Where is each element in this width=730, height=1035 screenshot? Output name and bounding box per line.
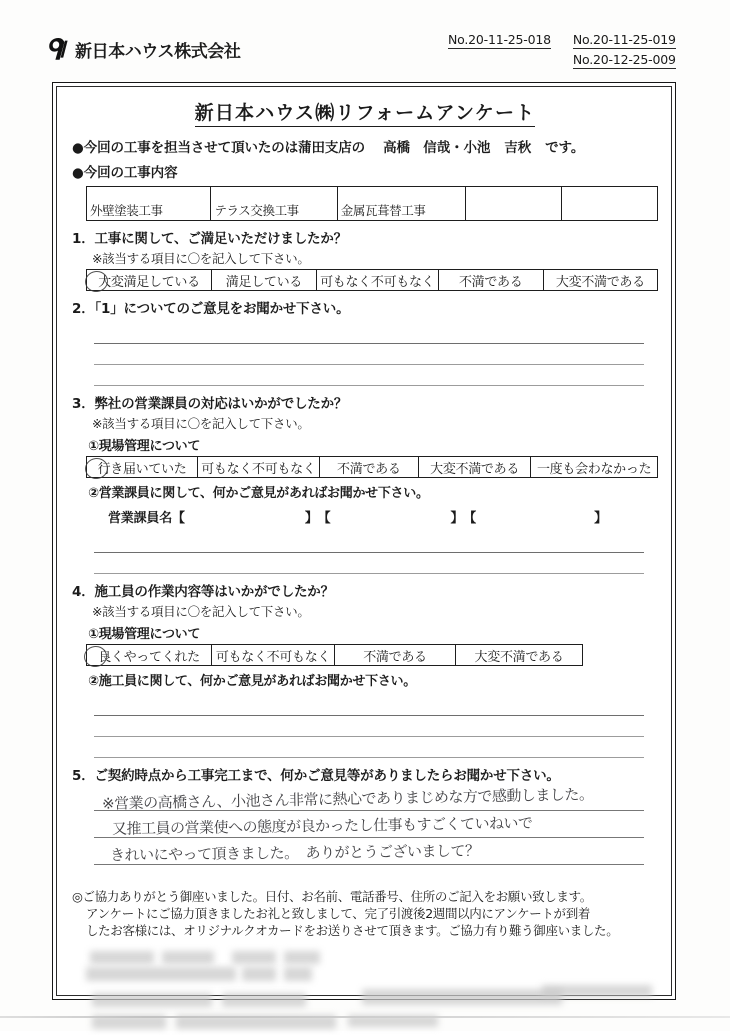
reference-number-column-right [573, 32, 676, 69]
work-item-cell: 金属瓦葺替工事 [337, 187, 465, 221]
option-cell-q1-3[interactable]: 不満である [438, 270, 543, 291]
answer-line[interactable] [94, 344, 644, 365]
question-4-options-wrap [72, 644, 658, 666]
option-cell-q3-0[interactable]: 行き届いていた [87, 457, 198, 478]
answer-line[interactable] [94, 532, 644, 553]
option-cell-q1-4[interactable]: 大変不満である [543, 270, 657, 291]
question-1-heading: 1．工事に関して、ご満足いただけましたか？ [72, 231, 347, 247]
letterhead [44, 36, 241, 62]
page-title [72, 98, 658, 127]
staff-name-2: 吉秋 [504, 140, 532, 156]
answer-line[interactable] [94, 716, 644, 737]
answer-line[interactable] [94, 365, 644, 386]
answer-line[interactable] [94, 695, 644, 716]
question-5-answer-area[interactable] [72, 786, 658, 878]
option-cell-q4-1[interactable]: 可もなく不可もなく [212, 645, 335, 666]
company-name: 新日本ハウス株式会社 [75, 41, 241, 62]
footer-line-3: したお客様には、オリジナルクオカードをお送りさせて頂きます。ご協力有り難う御座いました。 [86, 923, 619, 938]
reference-number: No.20-11-25-019 [572, 32, 676, 47]
work-item-cell [561, 187, 657, 221]
work-item-cell: テラス交換工事 [211, 187, 337, 221]
page-title-text: 新日本ハウス㈱リフォームアンケート [195, 102, 536, 127]
option-cell-q4-3[interactable]: 大変不満である [456, 645, 583, 666]
company-logo-icon [44, 36, 70, 62]
question-4-heading: 4．施工員の作業内容等はいかがでしたか？ [72, 584, 334, 600]
staff-name-1: 高橋 信哉・小池 [383, 140, 491, 156]
answer-line[interactable] [94, 553, 644, 574]
sales-staff-name-label: 営業課員名 [108, 511, 173, 526]
question-4-sub2-label: ②施工員に関して、何かご意見があればお聞かせ下さい。 [88, 674, 416, 689]
question-2-heading: 2．「1」についてのご意見をお聞かせ下さい。 [72, 301, 350, 317]
handwritten-line-1: ※営業の高橋さん、小池さん非常に熱心でありまじめな方で感動しました。 [101, 785, 594, 813]
option-cell-q1-1[interactable]: 満足している [212, 270, 317, 291]
table-row [87, 270, 658, 291]
question-4-sub1-label: ①現場管理について [88, 627, 201, 642]
question-2-answer-lines [72, 323, 658, 386]
handwritten-line-3: きれいにやって頂きました。 ありがとうございまして？ [109, 841, 480, 865]
question-3-answer-lines [72, 532, 658, 574]
option-cell-q3-1[interactable]: 可もなく不可もなく [198, 457, 320, 478]
option-cell-q3-2[interactable]: 不満である [319, 457, 418, 478]
reference-numbers [448, 32, 676, 69]
option-cell-q1-0[interactable]: 大変満足している [87, 270, 212, 291]
table-row [87, 645, 583, 666]
work-item-cell [465, 187, 561, 221]
sales-staff-name-field-3[interactable]: 【 】 [463, 511, 607, 526]
question-5-heading: 5．ご契約時点から工事完工まで、何かご意見等がありましたらお聞かせ下さい。 [72, 768, 560, 784]
staff-intro-line [72, 136, 658, 156]
option-cell-q3-4[interactable]: 一度も会わなかった [531, 457, 658, 478]
work-content-table [86, 186, 658, 221]
question-3-options [86, 456, 658, 478]
question-3-sub1-label: ①現場管理について [88, 439, 201, 454]
reference-number: No.20-11-25-018 [448, 32, 551, 47]
reference-number-column-left [448, 32, 551, 49]
question-4-note: ※該当する項目に〇を記入して下さい。 [92, 604, 310, 619]
option-cell-q1-2[interactable]: 可もなく不可もなく [316, 270, 438, 291]
survey-form-frame [52, 82, 676, 1000]
reference-number: No.20-12-25-009 [572, 52, 676, 67]
question-3-options-wrap [72, 456, 658, 478]
option-cell-q4-2[interactable]: 不満である [335, 645, 456, 666]
footer-notice [72, 888, 658, 939]
work-item-cell: 外壁塗装工事 [87, 187, 211, 221]
question-3-sub2-label: ②営業課員に関して、何かご意見があればお聞かせ下さい。 [88, 486, 429, 501]
sales-staff-name-field-2[interactable]: 【 】 [317, 511, 464, 526]
option-cell-q3-3[interactable]: 大変不満である [418, 457, 530, 478]
footer-line-1: ◎ご協力ありがとう御座いました。日付、お名前、電話番号、住所のご記入をお願い致します。 [72, 889, 592, 904]
footer-line-2: アンケートにご協力頂きましたお礼と致しまして、完了引渡後2週間以内にアンケートが到着 [86, 906, 591, 921]
sales-staff-name-field-1[interactable]: 【 】 [172, 511, 318, 526]
option-cell-q4-0[interactable]: 良くやってくれた [87, 645, 212, 666]
handwritten-line-2: 又推工員の営業使への態度が良かったし仕事もすごくていねいで [111, 814, 533, 838]
table-row [87, 187, 658, 221]
staff-intro-prefix: ●今回の工事を担当させて頂いたのは蒲田支店の [72, 140, 366, 156]
staff-intro-suffix: です。 [545, 140, 585, 156]
table-row [87, 457, 658, 478]
question-1-options [86, 269, 658, 291]
redacted-personal-info [72, 949, 658, 1035]
question-4-answer-lines [72, 695, 658, 758]
question-3-note: ※該当する項目に〇を記入して下さい。 [92, 416, 310, 431]
sales-staff-name-row [108, 507, 658, 526]
answer-line[interactable] [94, 323, 644, 344]
question-1-options-wrap [72, 269, 658, 291]
question-4-options [86, 644, 583, 666]
answer-line[interactable] [94, 737, 644, 758]
question-1-note: ※該当する項目に〇を記入して下さい。 [92, 251, 310, 266]
work-content-heading: ●今回の工事内容 [72, 165, 178, 181]
question-3-heading: 3．弊社の営業課員の対応はいかがでしたか？ [72, 396, 348, 412]
